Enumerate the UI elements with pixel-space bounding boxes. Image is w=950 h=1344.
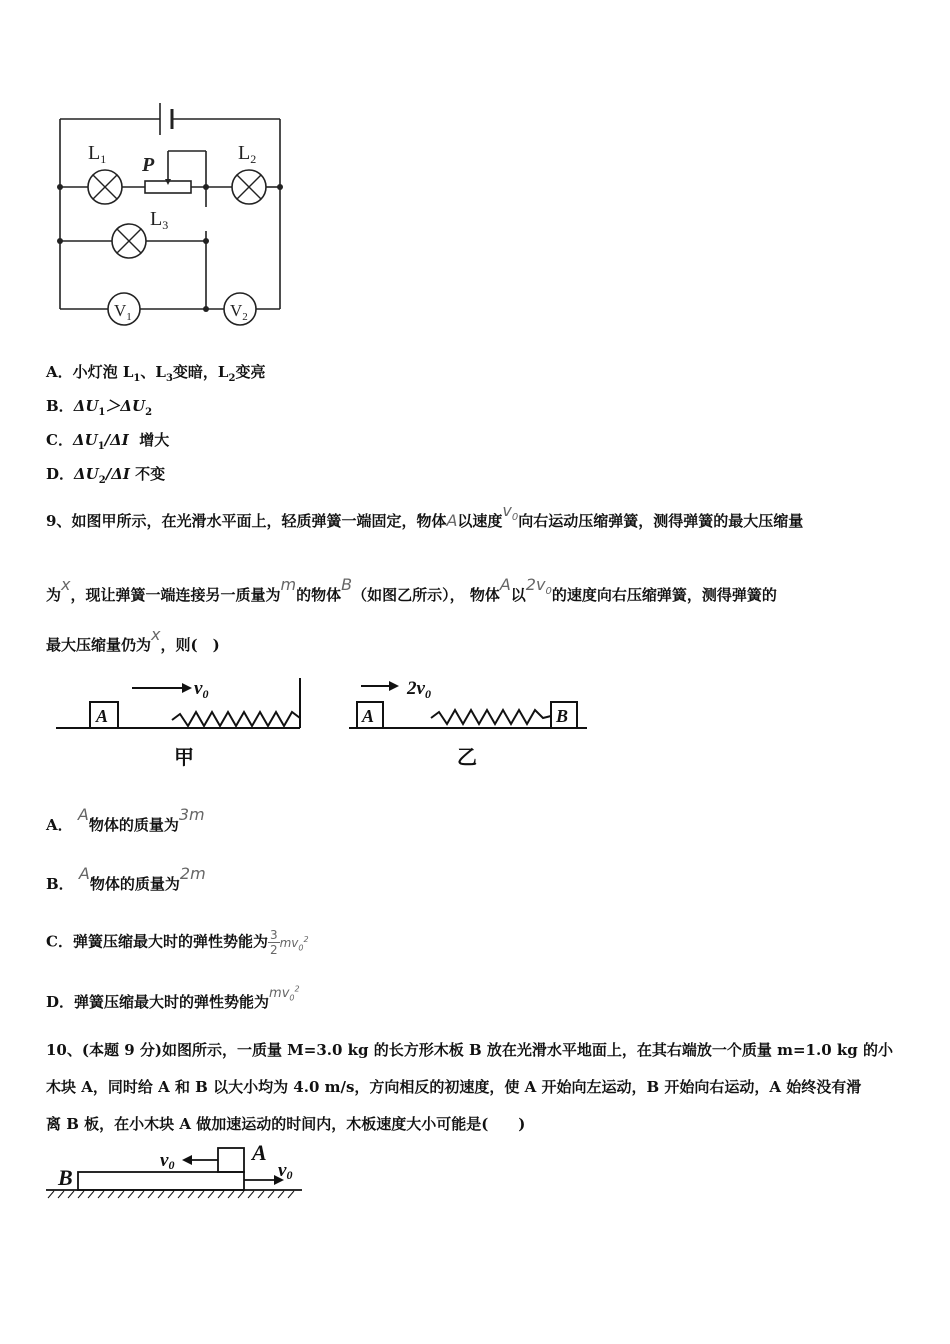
q8-option-b: B．$\Delta U_1>\Delta U_2$ [46, 397, 153, 418]
spring [172, 712, 300, 726]
svg-text:B: B [556, 706, 569, 726]
arrow-2v0 [389, 681, 399, 691]
figure-q10 [44, 1140, 306, 1202]
q9-line-2: 为x，现让弹簧一端连接另一质量为m的物体B（如图乙所示）， 物体A以$2v_0$的速度向右压缩弹簧，测得弹簧的 [46, 575, 777, 604]
label-p: P [142, 154, 155, 176]
svg-text:v0: v0 [278, 1160, 293, 1182]
svg-text:v0: v0 [160, 1150, 175, 1172]
label-l3: $L_3$ [150, 208, 169, 232]
figure-jia [52, 672, 312, 772]
caption-yi: 乙 [457, 747, 477, 769]
svg-text:v0: $v_0$ [194, 678, 209, 701]
label-v1: $V_1$ [114, 301, 132, 323]
label-l1: $L_1$ [88, 142, 107, 166]
q9-option-d: D．弹簧压缩最大时的弹性势能为$mv_0^2$ [46, 984, 300, 1011]
q9-line-3: 最大压缩量仍为x，则( ) [46, 625, 220, 654]
q10-line-1: 10、(本题 9 分)如图所示，一质量 M=3.0 kg 的长方形木板 B 放在光滑水平地面上，在其右端放一个质量 m=1.0 kg 的小 [46, 1041, 893, 1059]
arrow-v0 [182, 683, 192, 693]
svg-text:B: B [58, 1165, 73, 1190]
q8-option-a: A．小灯泡 $L_1$、$L_3$变暗，$L_2$变亮 [46, 363, 266, 384]
q9-option-a: A． A物体的质量为3m [46, 805, 205, 834]
q10-line-3: 离 B 板，在小木块 A 做加速运动的时间内，木板速度大小可能是( ) [46, 1115, 526, 1133]
q9-option-c: C．弹簧压缩最大时的弹性势能为 $\frac{3}{2}$ $mv_0^2$ [46, 928, 309, 957]
q8-option-d: D．$\Delta U_2/\Delta I$ 不变 [46, 465, 166, 486]
label-l2: $L_2$ [238, 142, 257, 166]
svg-text:A: A [96, 706, 109, 726]
caption-jia: 甲 [174, 747, 194, 769]
figure-yi [345, 672, 595, 772]
q9-option-b: B． A物体的质量为2m [46, 864, 206, 893]
q10-line-2: 木块 A，同时给 A 和 B 以大小均为 4.0 m/s，方向相反的初速度，使 A 开始向左运动，B 开始向右运动，A 始终没有滑 [46, 1078, 862, 1096]
arrow-left [182, 1155, 192, 1165]
circuit-diagram [50, 95, 290, 330]
q8-option-c: C．$\Delta U_1/\Delta I$ 增大 [46, 431, 170, 452]
spring [431, 710, 551, 724]
board-b [78, 1172, 244, 1190]
svg-text:A: A [252, 1140, 267, 1165]
block-a [218, 1148, 244, 1172]
svg-text:A: A [362, 706, 375, 726]
q9-line-1: 9、如图甲所示，在光滑水平面上，轻质弹簧一端固定，物体A以速度$v_0$向右运动压缩弹簧，测得弹簧的最大压缩量 [46, 501, 804, 530]
label-v2: $V_2$ [230, 301, 248, 323]
svg-text:2v0: $2v_0$ [407, 678, 431, 701]
